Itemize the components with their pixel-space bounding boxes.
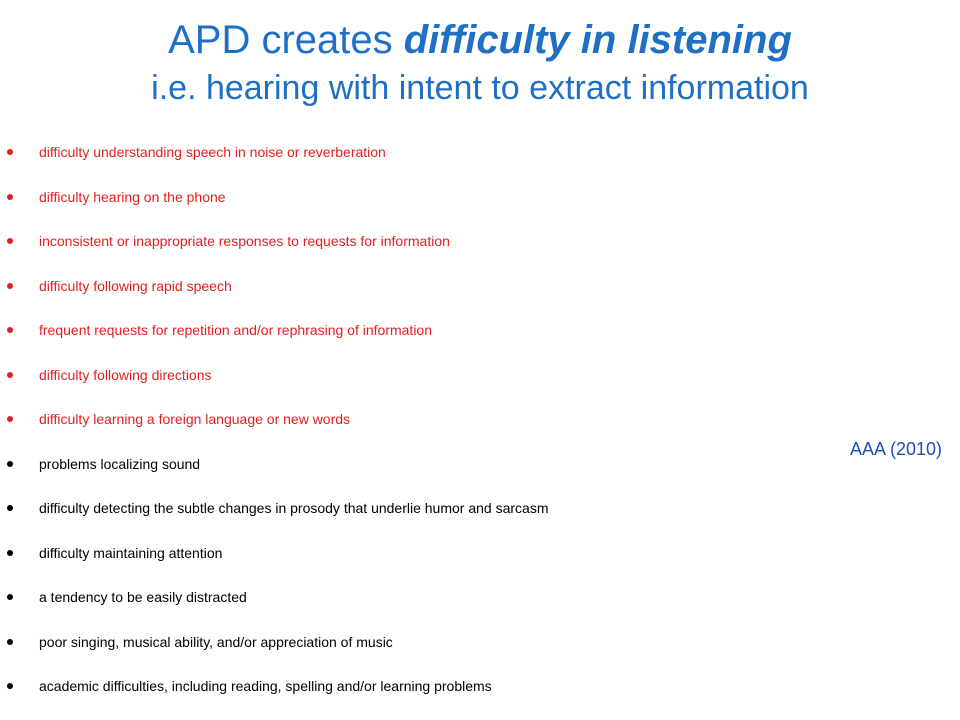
title-main <box>0 14 960 66</box>
slide-title <box>0 14 960 110</box>
bullet-icon <box>7 194 13 200</box>
bullet-icon <box>7 639 13 645</box>
bullet-icon <box>7 372 13 378</box>
title-emphasis: difficulty in listening <box>403 18 792 62</box>
bullet-icon <box>7 505 13 511</box>
list-item-text: difficulty understanding speech in noise or reverberation <box>39 144 386 160</box>
list-item-text: difficulty following directions <box>39 366 212 383</box>
list-item-text: a tendency to be easily distracted <box>39 589 247 605</box>
title-subtitle: i.e. hearing with intent to extract information <box>151 69 809 107</box>
bullet-icon <box>7 149 13 155</box>
list-item-text: poor singing, musical ability, and/or appreciation of music <box>39 633 393 650</box>
list-item-text: problems localizing sound <box>39 455 201 472</box>
list-item-text: inconsistent or inappropriate responses to requests for information <box>39 233 450 249</box>
bullet-icon <box>7 416 13 422</box>
bullet-icon <box>7 238 13 244</box>
list-item-text: difficulty maintaining attention <box>39 544 223 561</box>
list-item-text: academic difficulties, including reading, spelling and/or learning problems <box>39 678 492 694</box>
bullet-icon <box>7 327 13 333</box>
citation: AAA (2010) <box>849 439 942 459</box>
bullet-icon <box>7 283 13 289</box>
bullet-icon <box>7 683 13 689</box>
list-item-text: difficulty hearing on the phone <box>39 188 226 205</box>
bullet-icon <box>7 550 13 556</box>
list-item-text: difficulty detecting the subtle changes in prosody that underlie humor and sarcasm <box>39 500 549 516</box>
list-item-text: frequent requests for repetition and/or rephrasing of information <box>39 322 433 338</box>
list-item-text: difficulty following rapid speech <box>39 277 232 294</box>
bullet-icon <box>7 461 13 467</box>
list-item-text: difficulty learning a foreign language or new words <box>39 411 351 427</box>
bullet-icon <box>7 594 13 600</box>
title-prefix: APD creates <box>168 18 404 62</box>
